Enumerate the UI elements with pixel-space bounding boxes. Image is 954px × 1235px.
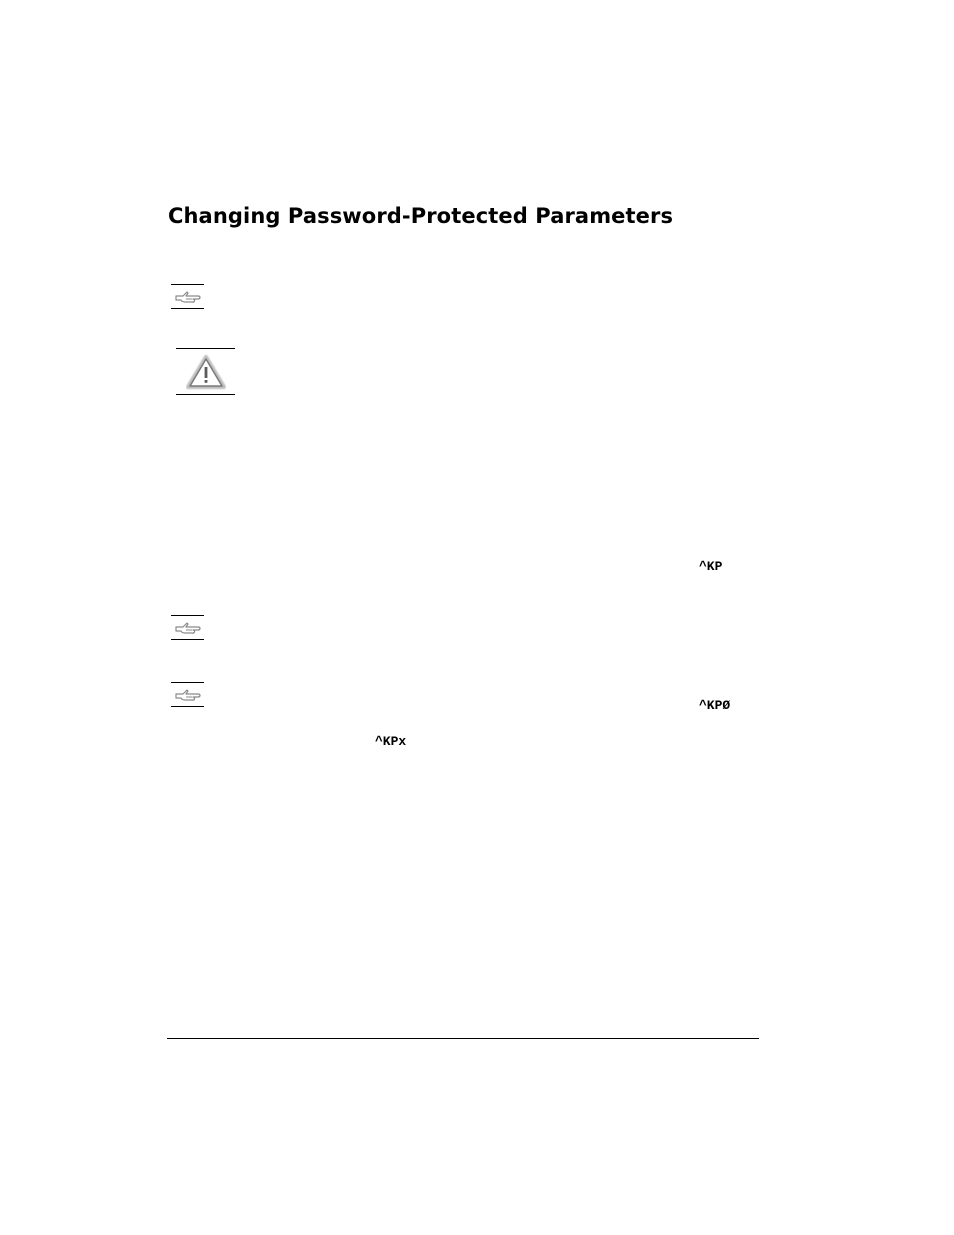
note-marker <box>171 284 204 309</box>
note-marker <box>171 682 204 707</box>
warning-triangle-icon <box>186 354 226 390</box>
caution-marker <box>176 348 235 395</box>
footer-divider <box>167 1038 759 1039</box>
pointing-hand-icon <box>174 619 202 637</box>
pointing-hand-icon <box>174 288 202 306</box>
command-kp-zero: ^KPØ <box>699 698 731 713</box>
page-title: Changing Password-Protected Parameters <box>168 204 674 228</box>
command-kp: ^KP <box>699 559 723 574</box>
note-marker <box>171 615 204 640</box>
command-kp-x: ^KPx <box>375 734 407 749</box>
pointing-hand-icon <box>174 686 202 704</box>
